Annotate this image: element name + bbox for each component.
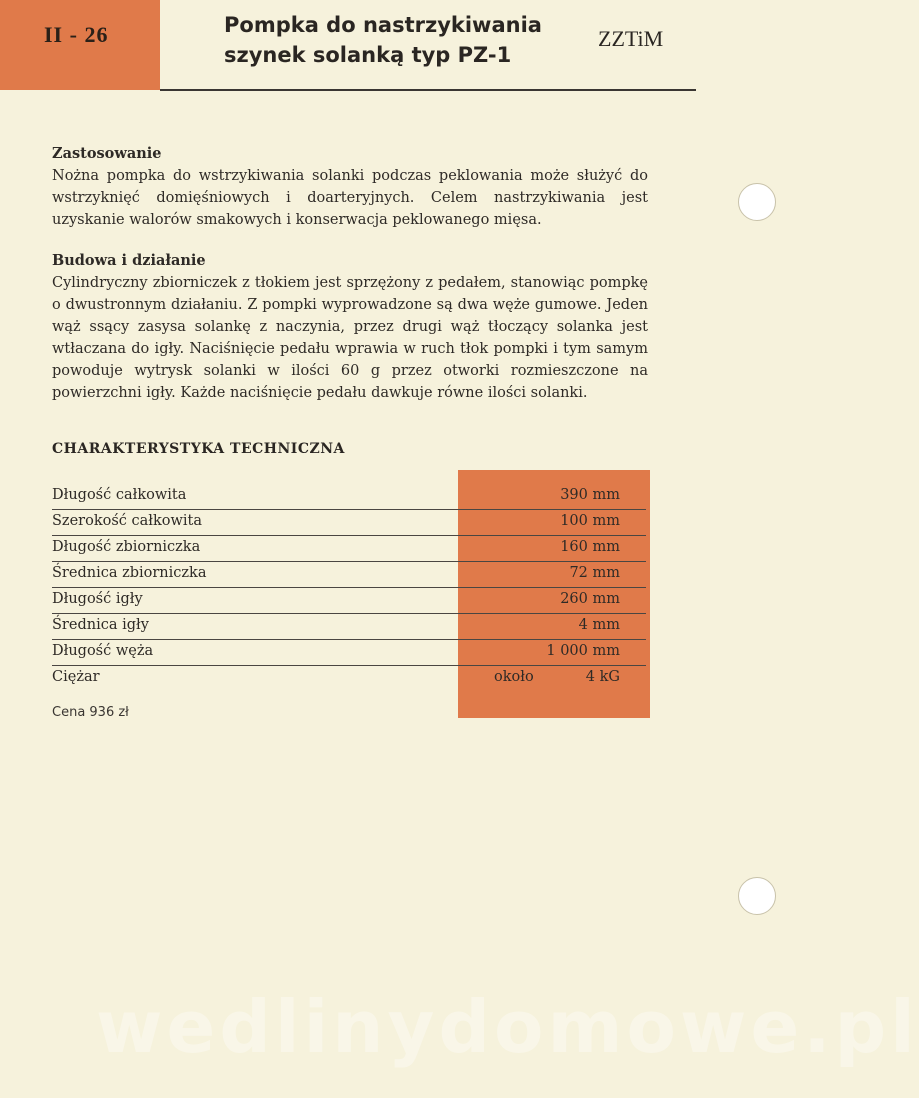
spec-label: Długość węża <box>52 643 154 659</box>
spec-value: 4 mm <box>578 617 620 633</box>
spec-value: 4 kG <box>585 669 620 685</box>
page-title <box>224 10 564 70</box>
spec-row <box>52 563 646 588</box>
spec-row <box>52 667 646 691</box>
binder-hole-bottom <box>738 877 776 915</box>
title-line-2: szynek solanką typ PZ-1 <box>224 43 512 67</box>
spec-label: Długość całkowita <box>52 487 187 503</box>
spec-value: 160 mm <box>560 539 620 555</box>
text-application: Nożna pompka do wstrzykiwania solanki podczas peklowania może służyć do wstrzyknięć domięśniowych i doarteryjnych. Celem nastrzykiwania jest uzyskanie walorów smakowych i konserwacja peklowanego mięsa. <box>52 168 648 228</box>
spec-row <box>52 511 646 536</box>
section-code-box <box>0 0 160 90</box>
spec-value: 390 mm <box>560 487 620 503</box>
header-rule <box>160 89 696 91</box>
spec-label: Długość igły <box>52 591 143 607</box>
section-application <box>52 143 648 231</box>
spec-value: 260 mm <box>560 591 620 607</box>
spec-label: Szerokość całkowita <box>52 513 203 529</box>
text-construction: Cylindryczny zbiorniczek z tłokiem jest sprzężony z pedałem, stanowiąc pompkę o dwustronnym działaniu. Z pompki wyprowadzone są dwa węże gumowe. Jeden wąż ssący zasysa solankę z naczynia, przez drugi wąż tłoczący solanka jest wtłaczana do igły. Naciśnięcie pedału wprawia w ruch tłok pompki i tym samym powoduje wytrysk solanki w ilości 60 g przez otworki rozmieszczone na powierzchni igły. Każde naciśnięcie pedału dawkuje równe ilości solanki. <box>52 275 648 401</box>
section-construction <box>52 250 648 404</box>
watermark: wedlinydomowe.pl <box>96 985 919 1069</box>
section-code: II - 26 <box>44 22 109 47</box>
spec-value: 100 mm <box>560 513 620 529</box>
spec-label: Średnica zbiorniczka <box>52 565 207 581</box>
spec-label: Długość zbiorniczka <box>52 539 201 555</box>
spec-row <box>52 615 646 640</box>
price: Cena 936 zł <box>52 705 129 720</box>
spec-label: Średnica igły <box>52 617 149 633</box>
spec-prefix: około <box>494 669 534 685</box>
spec-row <box>52 537 646 562</box>
heading-construction: Budowa i działanie <box>52 252 206 269</box>
binder-hole-top <box>738 183 776 221</box>
spec-row <box>52 589 646 614</box>
heading-application: Zastosowanie <box>52 145 162 162</box>
spec-table <box>52 485 646 692</box>
spec-label: Ciężar <box>52 669 100 685</box>
spec-row <box>52 485 646 510</box>
title-line-1: Pompka do nastrzykiwania <box>224 13 542 37</box>
spec-row <box>52 641 646 666</box>
spec-heading: CHARAKTERYSTYKA TECHNICZNA <box>52 441 345 457</box>
publisher-code: ZZTiM <box>598 26 664 51</box>
spec-value: 72 mm <box>569 565 620 581</box>
spec-value: 1 000 mm <box>546 643 620 659</box>
